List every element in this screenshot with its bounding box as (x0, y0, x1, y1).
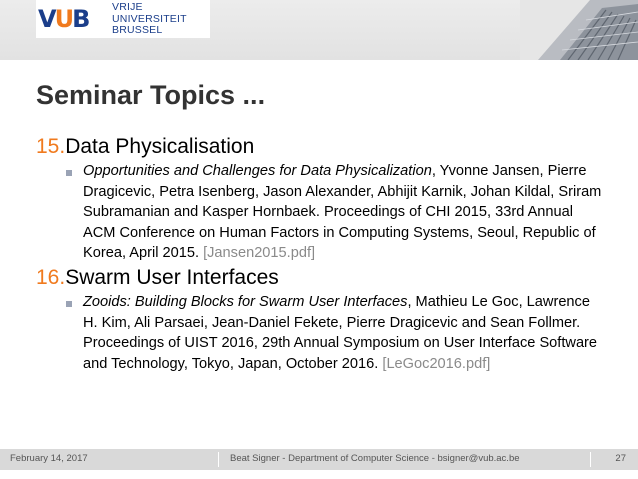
slide-title: Seminar Topics ... (36, 80, 266, 110)
topic-title: Swarm User Interfaces (65, 266, 279, 289)
logo-line-1: VRIJE (112, 1, 143, 13)
building-photo (520, 0, 638, 60)
paper-title: Opportunities and Challenges for Data Physicalization (83, 163, 432, 179)
logo-line-3: BRUSSEL (112, 24, 163, 36)
logo-line-2: UNIVERSITEIT (112, 12, 187, 25)
bullet-square-icon (66, 301, 72, 307)
citation-text (83, 161, 603, 264)
topic-number: 15. (36, 135, 66, 158)
page-number: 27 (615, 453, 626, 464)
paper-title: Zooids: Building Blocks for Swarm User Interfaces (83, 294, 408, 310)
topic-heading-data-physicalisation (36, 135, 254, 159)
citation-details: , Yvonne Jansen, Pierre Dragicevic, Petra Isenberg, Jason Alexander, Abhijit Karnik, Johan Kildal, Sriram Subramanian and Kasper Hornbaek. Proceedings of CHI 2015, 33rd Annual ACM Conference on Human Factors in Computing Systems, Seoul, Republic of Korea, April 2015. (83, 163, 602, 261)
citation-details: , Mathieu Le Goc, Lawrence H. Kim, Ali Parsaei, Jean-Daniel Fekete, Pierre Dragicevic and Sean Follmer. Proceedings of UIST 2016, 29th Annual Symposium on User Interface Software and Technology, Tokyo, Japan, October 2016. (83, 294, 598, 372)
pdf-link[interactable]: [LeGoc2016.pdf] (382, 355, 491, 372)
logo-wordmark (112, 2, 187, 37)
logo-mark: VUB (38, 5, 89, 33)
pdf-link[interactable]: [Jansen2015.pdf] (203, 245, 316, 261)
university-logo (36, 0, 210, 38)
topic-heading-swarm-user-interfaces (36, 266, 279, 290)
footer-author: Beat Signer - Department of Computer Science - bsigner@vub.ac.be (230, 453, 520, 464)
footer-date: February 14, 2017 (10, 453, 88, 464)
slide-footer (0, 449, 638, 470)
footer-divider (590, 452, 591, 467)
bullet-square-icon (66, 170, 72, 176)
footer-divider (218, 452, 219, 467)
citation-text (83, 292, 603, 374)
topic-number: 16. (36, 266, 66, 289)
topic-title: Data Physicalisation (65, 135, 255, 158)
